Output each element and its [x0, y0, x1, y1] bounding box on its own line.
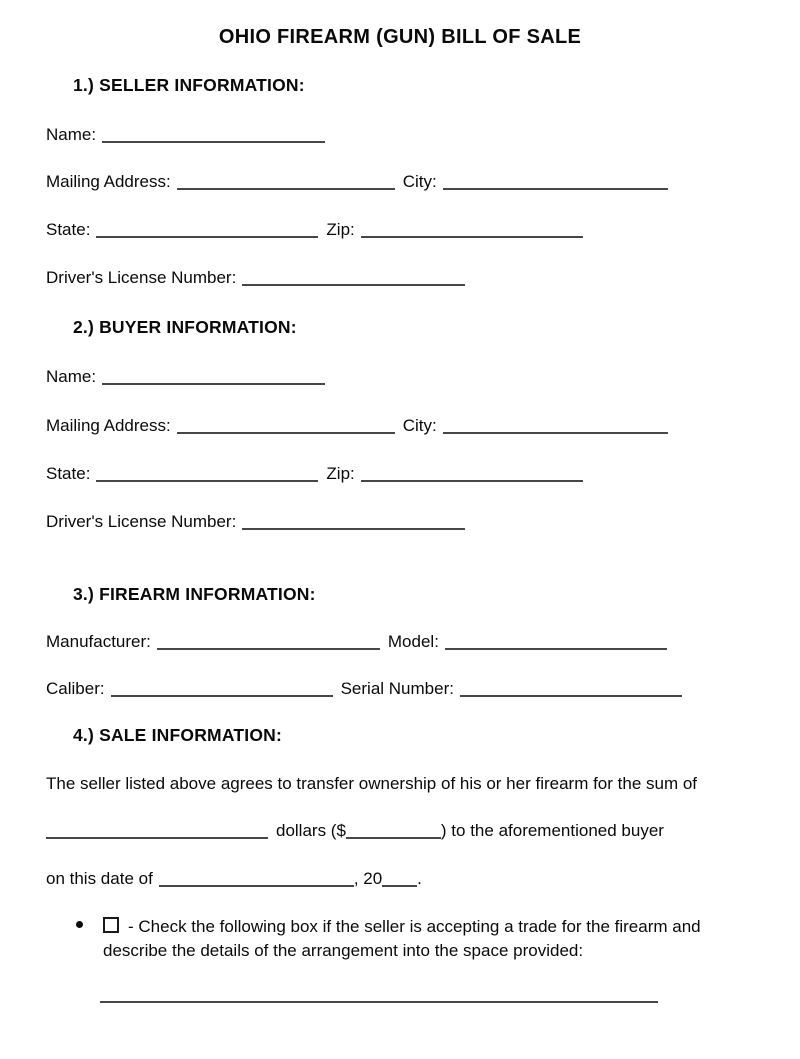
seller-mailing-blank[interactable]: [177, 174, 395, 190]
buyer-state-zip-row: [46, 463, 583, 485]
seller-city-label: City:: [402, 172, 437, 191]
bullet-icon: [76, 921, 83, 928]
buyer-dl-label: Driver's License Number:: [46, 512, 237, 531]
seller-dl-blank[interactable]: [242, 270, 465, 286]
model-blank[interactable]: [445, 634, 667, 650]
seller-zip-label: Zip:: [326, 220, 355, 239]
trade-checkbox[interactable]: [103, 917, 119, 933]
seller-dl-row: [46, 267, 465, 289]
amount-numeral-blank[interactable]: [346, 823, 441, 839]
trade-bullet-line1: [103, 916, 701, 938]
buyer-state-label: State:: [46, 464, 91, 483]
buyer-address-row: [46, 415, 668, 437]
firearm-caliber-serial-row: [46, 678, 682, 700]
year-prefix-label: , 20: [353, 869, 383, 888]
seller-name-row: [46, 124, 325, 146]
date-prefix-label: on this date of: [46, 869, 153, 888]
amount-words-blank[interactable]: [46, 823, 268, 839]
dollars-label: dollars ($: [276, 821, 346, 840]
trade-details-blank[interactable]: [100, 987, 658, 1003]
firearm-make-model-row: [46, 631, 667, 653]
firearm-section-heading: 3.) FIREARM INFORMATION:: [73, 584, 316, 604]
document-title: OHIO FIREARM (GUN) BILL OF SALE: [218, 26, 582, 48]
sentence-period: .: [417, 869, 422, 888]
buyer-name-label: Name:: [46, 367, 97, 386]
seller-address-row: [46, 171, 668, 193]
seller-section-heading: 1.) SELLER INFORMATION:: [73, 75, 305, 95]
buyer-city-label: City:: [402, 416, 437, 435]
sale-amount-row: [46, 820, 664, 842]
buyer-mailing-label: Mailing Address:: [46, 416, 171, 435]
seller-name-label: Name:: [46, 125, 97, 144]
buyer-name-row: [46, 366, 325, 388]
sale-section-heading: 4.) SALE INFORMATION:: [73, 725, 283, 745]
sale-date-row: [46, 868, 422, 890]
seller-zip-blank[interactable]: [361, 222, 583, 238]
seller-dl-label: Driver's License Number:: [46, 268, 237, 287]
manufacturer-blank[interactable]: [157, 634, 380, 650]
seller-state-zip-row: [46, 219, 583, 241]
buyer-state-blank[interactable]: [96, 466, 318, 482]
model-label: Model:: [387, 632, 439, 651]
caliber-label: Caliber:: [46, 679, 105, 698]
trade-text-line2: describe the details of the arrangement into the space provided:: [103, 941, 584, 960]
serial-number-label: Serial Number:: [340, 679, 454, 698]
sale-paragraph-line1: The seller listed above agrees to transfer ownership of his or her firearm for the sum of: [46, 774, 698, 793]
buyer-mailing-blank[interactable]: [177, 418, 395, 434]
buyer-dl-blank[interactable]: [242, 514, 465, 530]
seller-mailing-label: Mailing Address:: [46, 172, 171, 191]
trade-bullet-line2: [103, 940, 583, 962]
buyer-name-blank[interactable]: [102, 369, 325, 385]
buyer-city-blank[interactable]: [443, 418, 668, 434]
manufacturer-label: Manufacturer:: [46, 632, 151, 651]
year-blank[interactable]: [382, 871, 417, 887]
date-blank[interactable]: [159, 871, 354, 887]
after-amount-label: ) to the aforementioned buyer: [440, 821, 664, 840]
serial-number-blank[interactable]: [460, 681, 682, 697]
trade-text-line1: - Check the following box if the seller is accepting a trade for the firearm and: [128, 917, 701, 936]
seller-state-blank[interactable]: [96, 222, 318, 238]
buyer-dl-row: [46, 511, 465, 533]
seller-city-blank[interactable]: [443, 174, 668, 190]
seller-name-blank[interactable]: [102, 127, 325, 143]
buyer-zip-label: Zip:: [326, 464, 355, 483]
trade-details-row: [100, 984, 658, 1006]
buyer-section-heading: 2.) BUYER INFORMATION:: [73, 317, 297, 337]
buyer-zip-blank[interactable]: [361, 466, 583, 482]
seller-state-label: State:: [46, 220, 91, 239]
caliber-blank[interactable]: [111, 681, 333, 697]
